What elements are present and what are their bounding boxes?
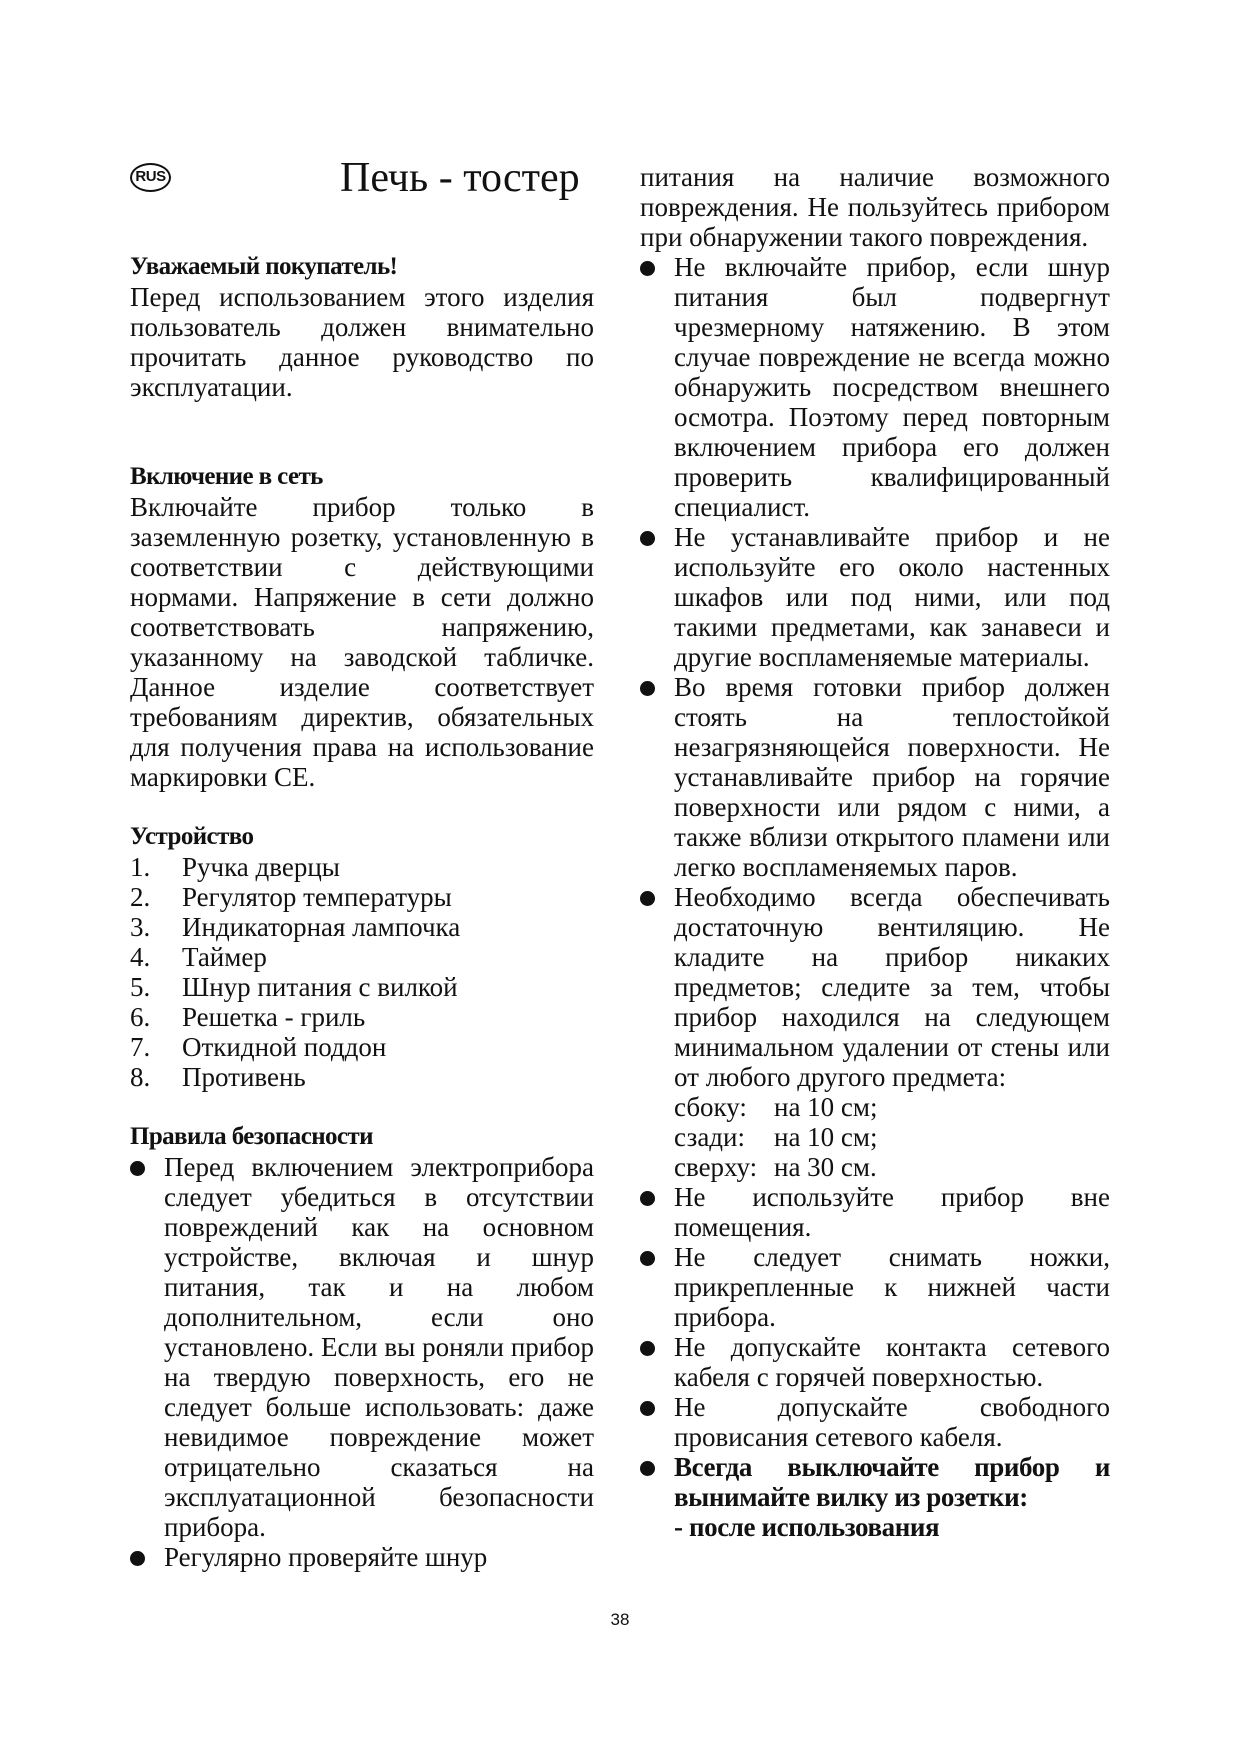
page-number: 38 bbox=[610, 1610, 630, 1629]
list-item: Не включайте прибор, если шнур питания был подвергнут чрезмерному натяжению. В этом случае повреждение не всегда можно обнаружить посредством внешнего осмотра. Поэтому перед повторным включением прибора его должен проверить квалифицированный специалист. bbox=[640, 252, 1110, 522]
device-parts-list bbox=[130, 852, 594, 1092]
distance-row bbox=[674, 1122, 1110, 1152]
item-number: 8. bbox=[130, 1062, 151, 1092]
item-label: Регулятор температуры bbox=[182, 882, 452, 912]
list-item bbox=[130, 1032, 594, 1062]
list-item bbox=[130, 972, 594, 1002]
safety-heading: Правила безопасности bbox=[130, 1123, 373, 1150]
item-number: 5. bbox=[130, 972, 151, 1002]
distance-row bbox=[674, 1152, 1110, 1182]
list-item bbox=[130, 882, 594, 912]
item-label: Противень bbox=[182, 1062, 306, 1092]
distance-value: на 10 см; bbox=[774, 1122, 878, 1152]
safety-bullets bbox=[130, 1152, 594, 1572]
item-label: Решетка - гриль bbox=[182, 1002, 366, 1032]
language-badge: RUS bbox=[130, 163, 171, 192]
list-item bbox=[130, 912, 594, 942]
list-item: Не допускайте контакта сетевого кабеля с горячей поверхностью. bbox=[640, 1332, 1110, 1392]
item-label: Откидной поддон bbox=[182, 1032, 387, 1062]
item-label: Ручка дверцы bbox=[182, 852, 340, 882]
list-item bbox=[130, 852, 594, 882]
distance-label: сзади: bbox=[674, 1122, 745, 1152]
power-text: Включайте прибор только в заземленную розетку, установленную в соответствии с действующими нормами. Напряжение в сети должно соответствовать напряжению, указанному на заводской табличке. Данное изделие соответствует требованиям директив, обязательных для получения права на использование маркировки CE. bbox=[130, 492, 594, 792]
item-number: 2. bbox=[130, 882, 151, 912]
list-item: Во время готовки прибор должен стоять на теплостойкой незагрязняющейся поверхности. Не устанавливайте прибор на горячие поверхности или рядом с ними, а также вблизи открытого пламени или легко воспламеняемых паров. bbox=[640, 672, 1110, 882]
list-item: Не устанавливайте прибор и не используйте его около настенных шкафов или под ними, или под такими предметами, как занавеси и другие воспламеняемые материалы. bbox=[640, 522, 1110, 672]
item-label: Таймер bbox=[182, 942, 267, 972]
continuation-text: питания на наличие возможного повреждения. Не пользуйтесь прибором при обнаружении такого повреждения. bbox=[640, 162, 1110, 252]
greeting-heading: Уважаемый покупатель! bbox=[130, 253, 398, 280]
item-number: 6. bbox=[130, 1002, 151, 1032]
list-item bbox=[130, 1002, 594, 1032]
distance-value: на 10 см; bbox=[774, 1092, 878, 1122]
ventilation-text: Необходимо всегда обеспечивать достаточную вентиляцию. Не кладите на прибор никаких предметов; следите за тем, чтобы прибор находился на следующем минимальном удалении от стены или от любого другого предмета: bbox=[674, 882, 1110, 1092]
list-item: Не следует снимать ножки, прикрепленные к нижней части прибора. bbox=[640, 1242, 1110, 1332]
power-heading: Включение в сеть bbox=[130, 463, 323, 490]
right-column bbox=[640, 162, 1110, 1542]
page-title: Печь - тостер bbox=[340, 155, 580, 201]
safety-section bbox=[130, 1122, 594, 1572]
distance-row bbox=[674, 1092, 1110, 1122]
distance-label: сверху: bbox=[674, 1152, 758, 1182]
list-item: Перед включением электроприбора следует убедиться в отсутствии повреждений как на основном устройстве, включая и шнур питания, так и на любом дополнительном, если оно установлено. Если вы роняли прибор на твердую поверхность, его не следует больше использовать: даже невидимое повреждение может отрицательно сказаться на эксплуатационной безопасности прибора. bbox=[130, 1152, 594, 1542]
item-number: 1. bbox=[130, 852, 151, 882]
greeting-text: Перед использованием этого изделия пользователь должен внимательно прочитать данное руководство по эксплуатации. bbox=[130, 282, 594, 402]
item-label: Шнур питания с вилкой bbox=[182, 972, 458, 1002]
safety-bullets-continued bbox=[640, 252, 1110, 1542]
list-item bbox=[130, 1062, 594, 1092]
list-item: Не допускайте свободного провисания сетевого кабеля. bbox=[640, 1392, 1110, 1452]
greeting-section bbox=[130, 252, 594, 402]
list-item: Регулярно проверяйте шнур bbox=[130, 1542, 594, 1572]
list-item bbox=[640, 1452, 1110, 1542]
unplug-sub-item: - после использования bbox=[674, 1512, 940, 1542]
list-item bbox=[640, 882, 1110, 1182]
distance-value: на 30 см. bbox=[774, 1152, 877, 1182]
unplug-warning: Всегда выключайте прибор и вынимайте вилку из розетки: bbox=[674, 1452, 1110, 1512]
list-item bbox=[130, 942, 594, 972]
device-section bbox=[130, 822, 594, 1092]
item-label: Индикаторная лампочка bbox=[182, 912, 461, 942]
device-heading: Устройство bbox=[130, 823, 254, 850]
list-item: Не используйте прибор вне помещения. bbox=[640, 1182, 1110, 1242]
distance-label: сбоку: bbox=[674, 1092, 747, 1122]
power-section bbox=[130, 462, 594, 792]
item-number: 4. bbox=[130, 942, 151, 972]
item-number: 7. bbox=[130, 1032, 151, 1062]
item-number: 3. bbox=[130, 912, 151, 942]
